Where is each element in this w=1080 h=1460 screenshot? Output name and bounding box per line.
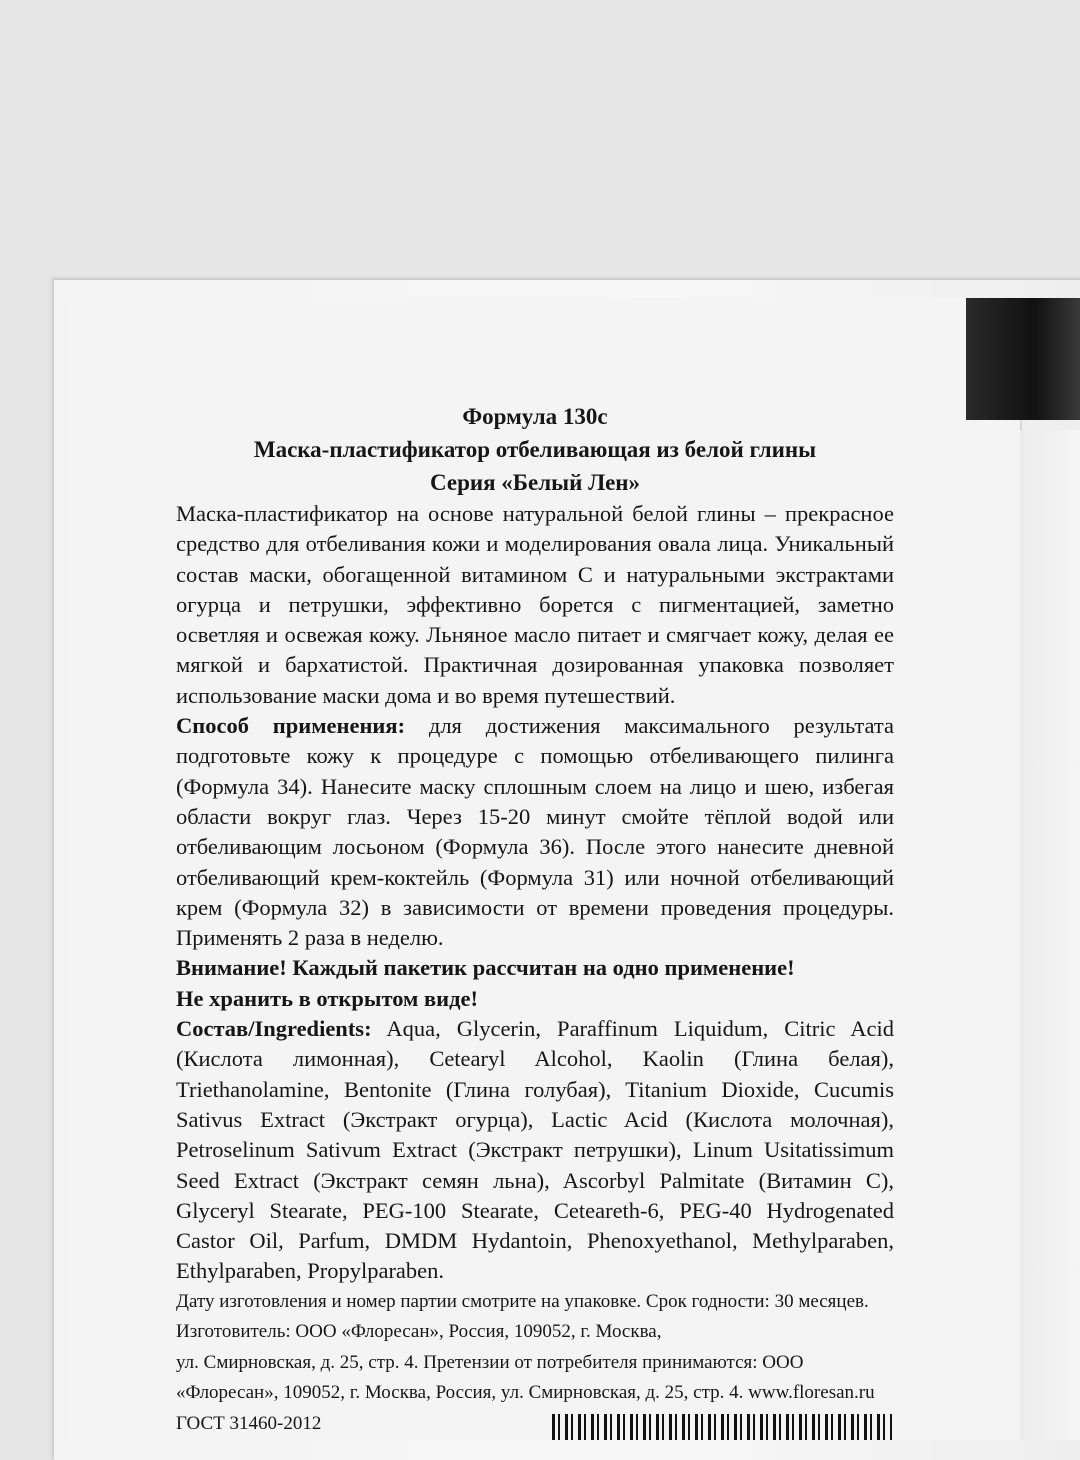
label-text — [176, 400, 894, 1439]
usage-label: Способ применения: — [176, 713, 406, 739]
ingredients-text: Aqua, Glycerin, Paraffinum Liquidum, Citric Acid (Кислота лимонная), Cetearyl Alcohol, Kaolin (Глина белая), Triethanolamine, Bentonite (Глина голубая), Titanium Dioxide, Cucumis Sativus Extract (Экстракт огурца), Lactic Acid (Кислота молочная), Petroselinum Sativum Extract (Экстракт петрушки), Linum Usitatissimum Seed Extract (Экстракт семян льна), Ascorbyl Palmitate (Витамин С), Glyceryl Stearate, PEG-100 Stearate, Ceteareth-6, PEG-40 Hydrogenated Castor Oil, Parfum, DMDM Hydantoin, Phenoxyethanol, Methylparaben, Ethylparaben, Propylparaben. — [176, 1016, 895, 1284]
warning-storage: Не хранить в открытом виде! — [176, 985, 478, 1011]
gost-standard: ГОСТ 31460-2012 — [176, 1412, 322, 1434]
claims-line: «Флоресан», 109052, г. Москва, Россия, ул. Смирновская, д. 25, стр. 4. www.floresan.ru — [176, 1382, 875, 1404]
formula-title: Формула 130c — [462, 404, 608, 429]
ingredients-label: Состав/Ingredients: — [176, 1016, 372, 1042]
usage-text: для достижения максимального результата подготовьте кожу к процедуре с помощью отбеливающего пилинга (Формула 34). Нанесите маску сплошным слоем на лицо и шею, избегая области вокруг глаз. Через 15-20 минут смойте тёплой водой или отбеливающим лосьоном (Формула 36). После этого нанесите дневной отбеливающий крем-коктейль (Формула 31) или ночной отбеливающий крем (Формула 32) в зависимости от времени проведения процедуры. Применять 2 раза в неделю. — [176, 713, 894, 951]
series-name: Серия «Белый Лен» — [429, 470, 641, 495]
shelf-life-note: Дату изготовления и номер партии смотрите на упаковке. Срок годности: 30 месяцев. — [176, 1290, 869, 1312]
product-description: Маска-пластификатор на основе натуральной белой глины – прекрасное средство для отбеливания кожи и моделирования овала лица. Уникальный состав маски, обогащенной витамином С и натуральными экстрактами огурца и петрушки, эффективно борется с пигментацией, заметно осветляя и освежая кожу. Льняное масло питает и смягчает кожу, делая ее мягкой и бархатистой. Практичная дозированная упаковка позволяет использование маски дома и во время путешествий. — [176, 501, 894, 708]
barcode — [552, 1414, 892, 1440]
product-name: Маска-пластификатор отбеливающая из белой глины — [253, 437, 817, 462]
ingredients-section — [176, 1014, 894, 1287]
warning-single-use: Внимание! Каждый пакетик рассчитан на одно применение! — [176, 955, 795, 981]
manufacturer-line: Изготовитель: ООО «Флоресан», Россия, 109052, г. Москва, — [176, 1321, 662, 1343]
sachet-seal-strip — [1020, 430, 1080, 1440]
address-line: ул. Смирновская, д. 25, стр. 4. Претензии от потребителя принимаются: ООО — [176, 1351, 804, 1373]
usage-section — [176, 711, 894, 953]
dark-corner-tab — [966, 298, 1080, 420]
